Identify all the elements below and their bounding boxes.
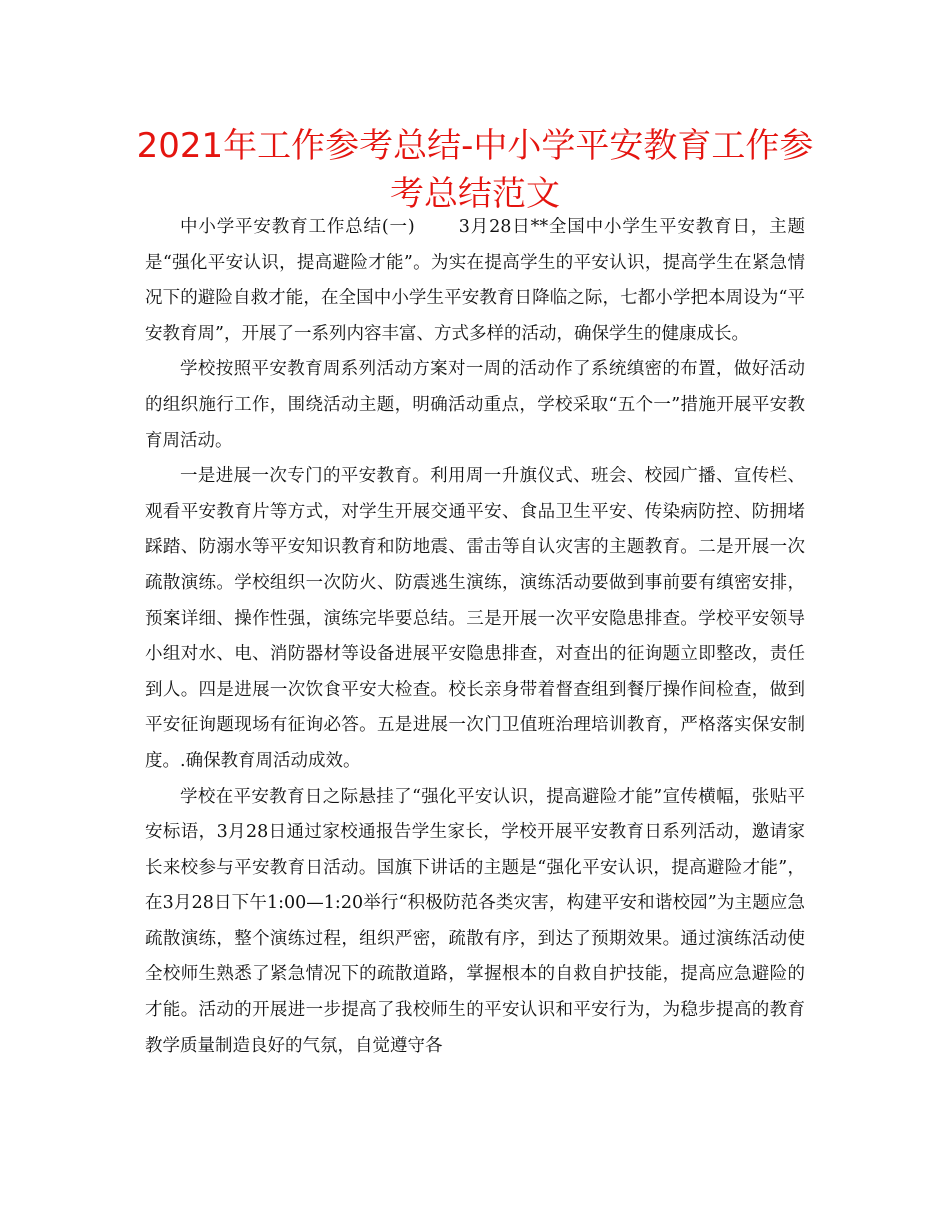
paragraph-2: 学校按照平安教育周系列活动方案对一周的活动作了系统缜密的布置，做好活动的组织施行工作，围绕活动主题，明确活动重点，学校采取“五个一”措施开展平安教育周活动。 [145,359,805,451]
section-heading: 中小学平安教育工作总结(一) [180,217,415,237]
document-body [145,210,805,1064]
document-title: 2021年工作参考总结-中小学平安教育工作参考总结范文 [136,126,814,214]
paragraph-1-text: 3月28日**全国中小学生平安教育日，主题是“强化平安认识，提高避险才能”。为实在提高学生的平安认识，提高学生在紧急情况下的避险自救才能，在全国中小学生平安教育日降临之际，七都小学把本周设为“平安教育周”，开展了一系列内容丰富、方式多样的活动，确保学生的健康成长。 [145,217,806,344]
paragraph-1 [145,210,805,352]
paragraph-4: 学校在平安教育日之际悬挂了“强化平安认识，提高避险才能”宣传横幅，张贴平安标语，3月28日通过家校通报告学生家长，学校开展平安教育日系列活动，邀请家长来校参与平安教育日活动。国旗下讲话的主题是“强化平安认识，提高避险才能”，在3月28日下午1:00—1:20举行“积极防范各类灾害，构建平安和谐校园”为主题应急疏散演练，整个演练过程，组织严密，疏散有序，到达了预期效果。通过演练活动使全校师生熟悉了紧急情况下的疏散道路，掌握根本的自救自护技能，提高应急避险的才能。活动的开展进一步提高了我校师生的平安认识和平安行为，为稳步提高的教育教学质量制造良好的气氛，自觉遵守各 [145,786,805,1056]
paragraph-3: 一是进展一次专门的平安教育。利用周一升旗仪式、班会、校园广播、宣传栏、观看平安教育片等方式，对学生开展交通平安、食品卫生平安、传染病防控、防拥堵踩踏、防溺水等平安知识教育和防地震、雷击等自认灾害的主题教育。二是开展一次疏散演练。学校组织一次防火、防震逃生演练，演练活动要做到事前要有缜密安排，预案详细、操作性强，演练完毕要总结。三是开展一次平安隐患排查。学校平安领导小组对水、电、消防器材等设备进展平安隐患排查，对查出的征询题立即整改，责任到人。四是进展一次饮食平安大检查。校长亲身带着督查组到餐厅操作间检查，做到平安征询题现场有征询必答。五是进展一次门卫值班治理培训教育，严格落实保安制度。.确保教育周活动成效。 [145,466,805,771]
